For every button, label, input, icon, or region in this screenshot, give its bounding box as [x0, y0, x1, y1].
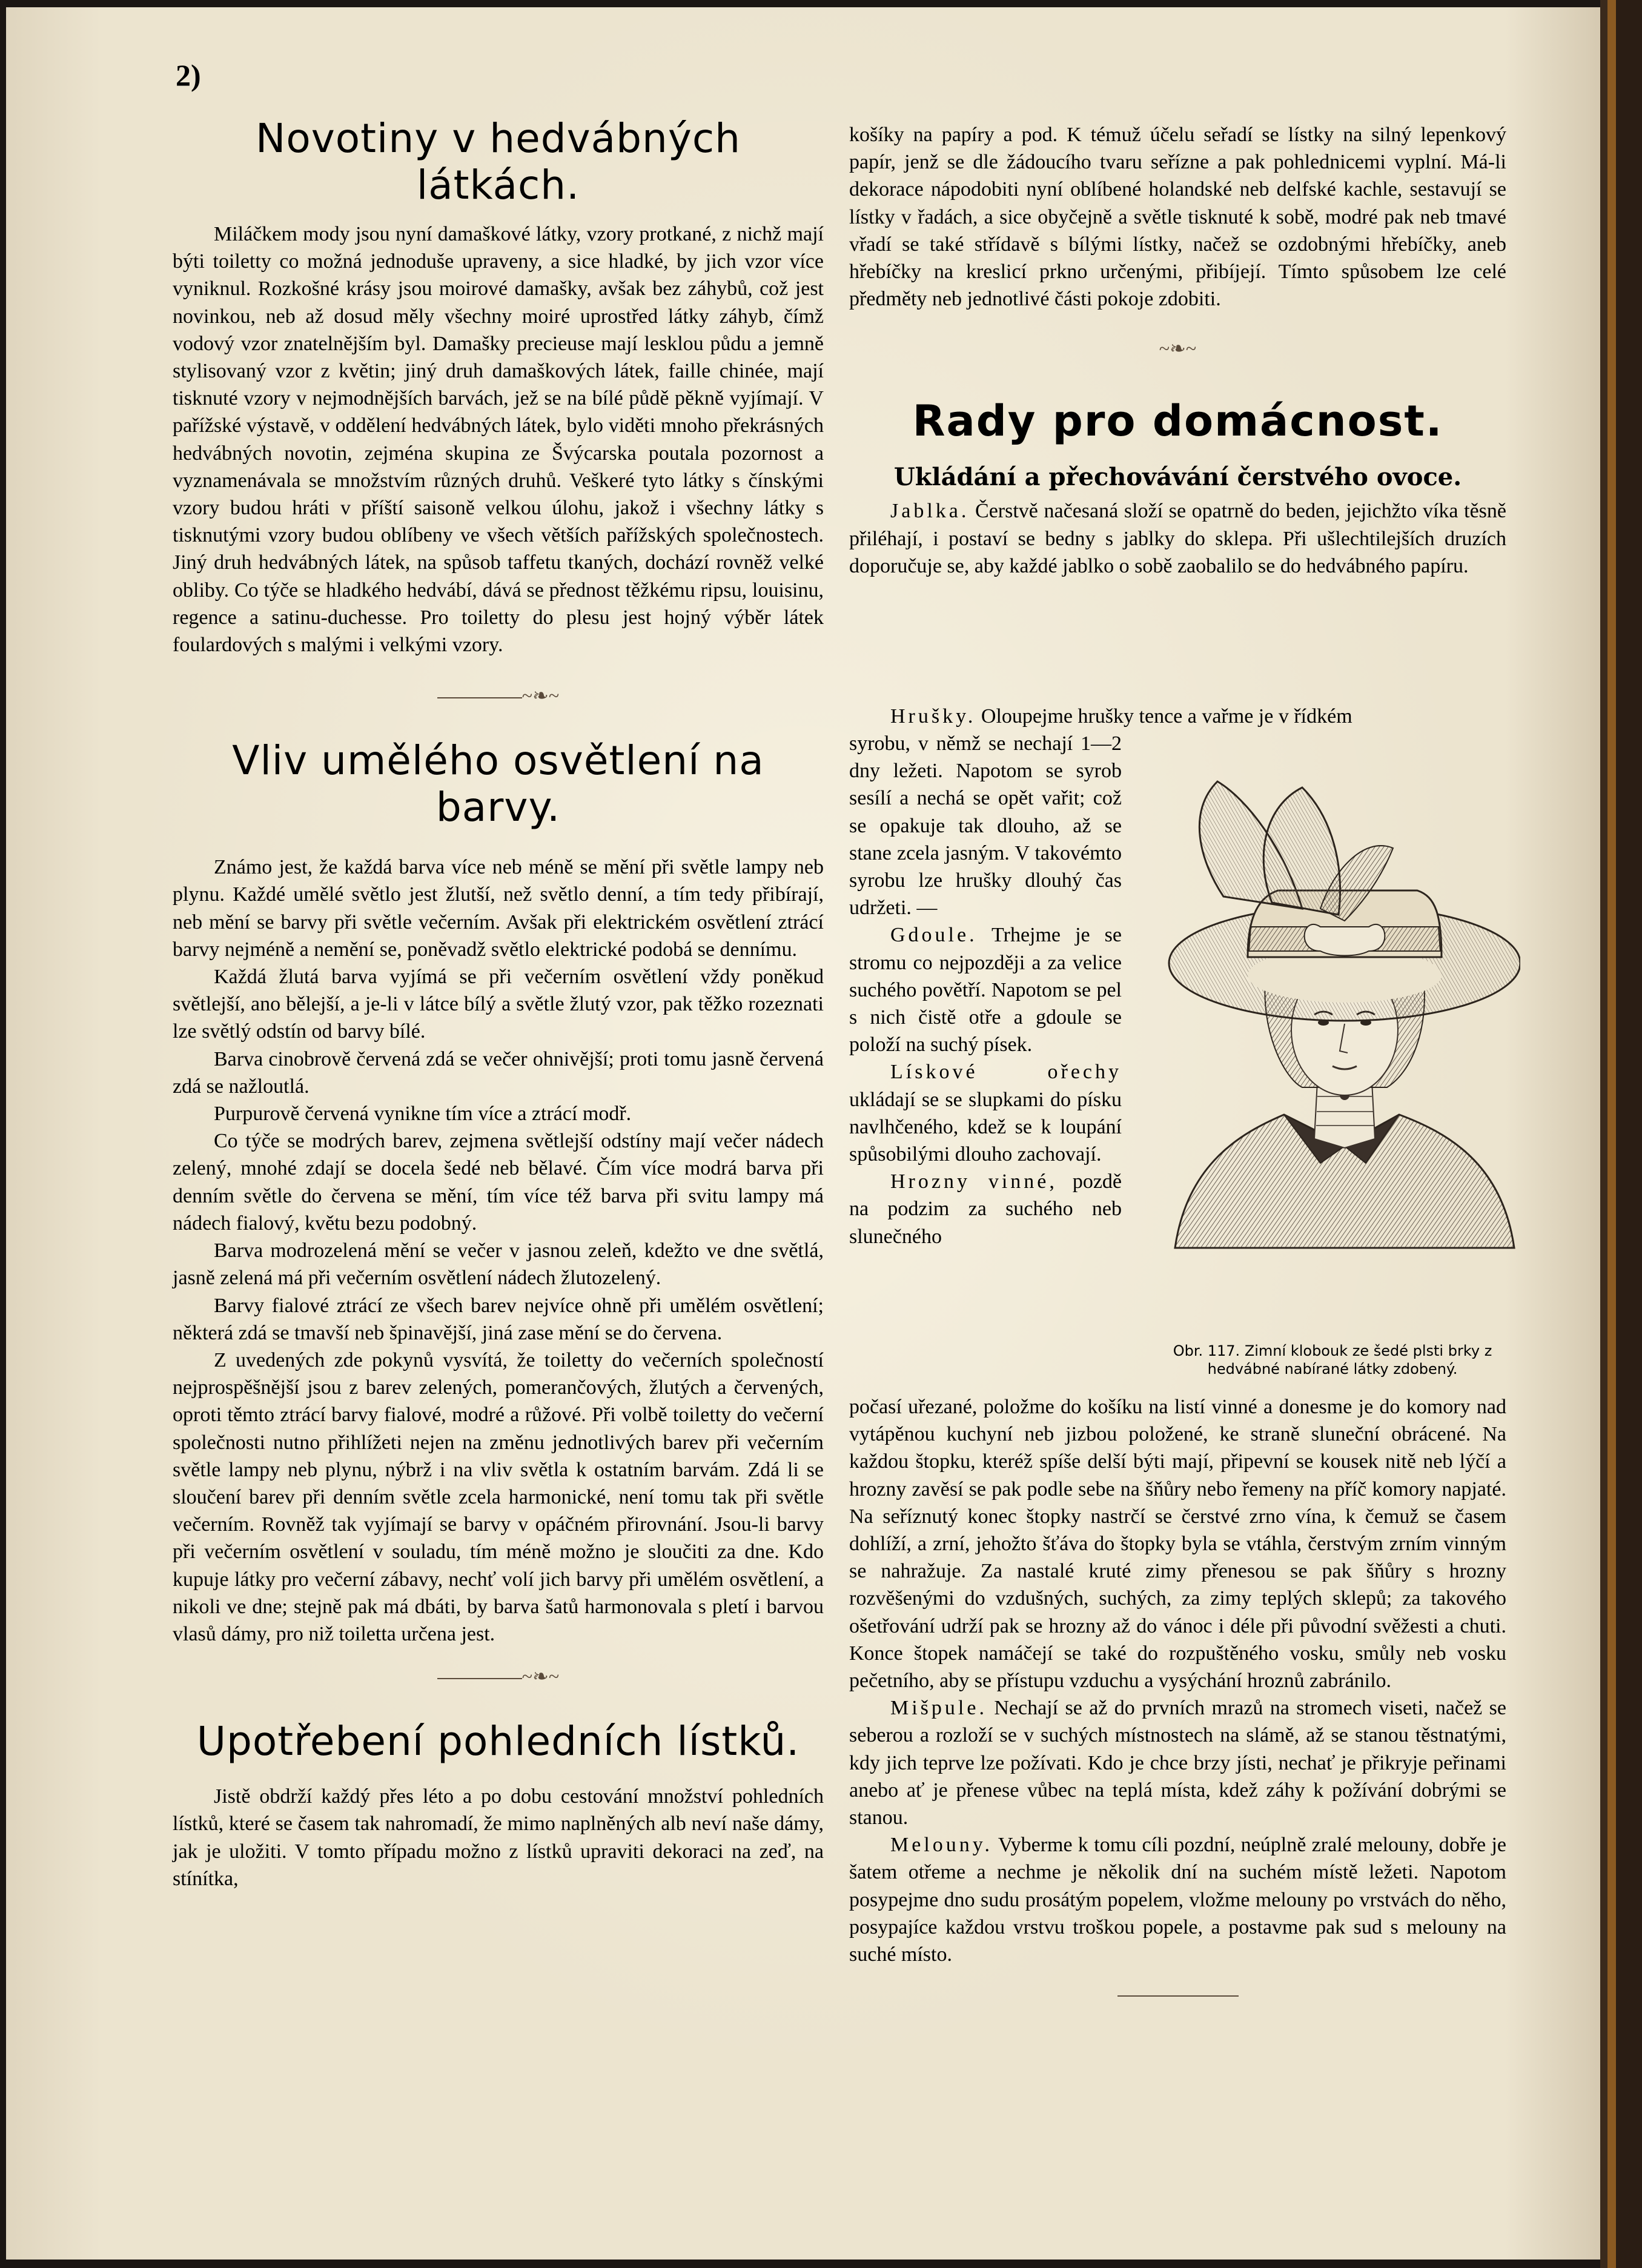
- book-edge-background: [1616, 0, 1642, 2268]
- text-hazelnuts: ukládají se se slupkami do písku navlhčeného, kdež se k loupání spůsobilými dlouho zachovají.: [849, 1088, 1122, 1166]
- book-edge-spine: [1607, 0, 1616, 2268]
- paragraph-quinces: [849, 921, 1122, 1058]
- pears-first-line: [849, 703, 1506, 730]
- paragraph-pears-start: [849, 703, 1506, 730]
- paragraph-grapes-start: [849, 1168, 1122, 1250]
- ornament-line: [437, 1678, 522, 1679]
- fashion-illustration: [1163, 775, 1520, 1254]
- ornament-glyph: ~❧~: [521, 1665, 560, 1688]
- paragraph-light-6: Barva modrozelená mění se večer v jasnou zeleň, kdežto ve dne světlá, jasně zelená má při večerním osvětlení nádech žlutozelený.: [173, 1239, 824, 1290]
- book-edge-dark: [1600, 0, 1607, 2268]
- keyword-medlars: Mišpule.: [890, 1697, 987, 1720]
- paragraph-light-8: Z uvedených zde pokynů vysvítá, že toiletty do večerních společností nejprospěšnější jsou z barev zelených, pomerančových, žlutých a červených, oproti těmto ztrácí barvy fialové, modré a růžové. Při volbě toiletty do večerní společnosti nutno přihlížeti nejen na změnu jednotlivých barev při večerním světle lampy neb plynu, nýbrž i na vliv světla k ostatním barvám. Zdá li se sloučení barev při denním světle zcela harmonické, není tomu tak při světle večerním. Rovněž tak vyjímají se barvy v opáčném přirovnání. Jsou-li barvy při večerním osvětlení v souladu, tím méně možno je sloučiti za dne. Kdo kupuje látky pro večerní zábavy, nechť volí jich barvy při umělém osvětlení, a nikoli ve dne; stejně pak má dbáti, by barva šatů harmonovala s pletí i barvou vlasů dámy, pro niž toiletta určena jest.: [173, 1348, 824, 1645]
- paragraph-medlars: [849, 1694, 1506, 1831]
- paragraph-light-1: Známo jest, že každá barva více neb méně se mění při světle lampy neb plynu. Každé umělé světlo jest žlutší, než světlo denní, a tím tedy přibírají, neb mění se barvy při světle večerním. Avšak při elektrickém osvětlení ztrácí barvy nejméně a nemění se, poněvadž světlo elektrické podobá se dennímu.: [173, 856, 824, 961]
- paragraph-silk: Miláčkem mody jsou nyní damaškové látky, vzory protkané, z nichž mají býti toiletty co možná jednoduše upraveny, a sice hladké, by jich vzor více vyniknul. Rozkošné krásy jsou moirové damašky, avšak bez záhybů, což jest novinkou, neb až dosud měly všechny moiré uprostřed látky záhyb, čímž vodový vzor znatelnějším byl. Damašky precieuse mají lesklou půdu a jemně stylisovaný vzor z květin; jiný druh damaškových látek, faille chinée, mají tisknuté vzory v nejmodnějších barvách, jež se na bílé půdě pěkně vyjímají. V pařížské výstavě, v oddělení hedvábných látek, bylo viděti mnoho překrásných hedvábných novotin, zejména skupina ze Švýcarska poutala pozornost a vyznamenávala se množstvím různých druhů. Veškeré tyto látky s čínskými vzory budou hráti v příští saisoně velkou úlohu, jakož i všechny látky s tisknutými vzory budou oblíbeny ve všech větších pařížských společnostech. Jiný druh hedvábných látek, na spůsob taffetu tkaných, dochází rovněž velké obliby. Co týče se hladkého hedvábí, dává se přednost těžkému ripsu, louisinu, regence a satinu-duchesse. Pro toiletty do plesu jest hojný výběr látek foulardových s malými i velkými vzory.: [173, 223, 824, 657]
- ornament-glyph: ~❧~: [1159, 337, 1197, 360]
- keyword-pears: Hrušky.: [890, 705, 976, 728]
- ornament-divider: [173, 684, 824, 707]
- ornament-divider: [849, 337, 1506, 360]
- keyword-grapes: Hrozny vinné,: [890, 1170, 1058, 1193]
- keyword-melons: Melouny.: [890, 1834, 993, 1857]
- text-pears-line1: Oloupejme hrušky tence a vařme je v řídkém: [981, 705, 1352, 728]
- ornament-glyph: ~❧~: [521, 685, 560, 707]
- paragraph-light-7: Barvy fialové ztrácí ze všech barev nejvíce ohně při umělém osvětlení; některá zdá se tmavší neb špinavější, jiná zase mění se do červena.: [173, 1294, 824, 1344]
- text-grapes-narrow: pozdě na podzim za suchého neb slunečného: [849, 1170, 1122, 1248]
- page-number: 2): [176, 58, 201, 92]
- text-apples: Čerstvě načesaná složí se opatrně do beden, jejichžto víka těsně přiléhají, i postaví se bedny s jablky do sklepa. Při ušlechtilejších druzích doporučuje se, aby každé jablko o sobě zaobalilo se do hedvábného papíru.: [849, 500, 1507, 577]
- right-column: [849, 121, 1506, 580]
- heading-postcards: Upotřebení pohledních lístků.: [196, 1718, 800, 1765]
- text-quinces: Trhejme je se stromu co nejpozději a za velice suchého povětří. Napotom se pel s nich čistě otře a gdoule se položí na suchý písek.: [849, 924, 1122, 1056]
- text-melons: Vyberme k tomu cíli pozdní, neúplně zralé melouny, dobře je šatem otřeme a nechme je několik dní na suchém místě ležeti. Napotom posypejme dno sudu prosátým popelem, vložme melouny po vrstvách do něho, posypajíce každou vrstvu troškou popele, a postavme pak sud s melouny na suché místo.: [849, 1834, 1506, 1966]
- paragraph-hazelnuts: [849, 1058, 1122, 1168]
- ornament-line: [1117, 1995, 1239, 1997]
- figure-caption: Obr. 117. Zimní klobouk ze šedé plsti brky z hedvábné nabírané látky zdobený.: [1173, 1342, 1492, 1378]
- heading-artificial-light: Vliv umělého osvětlení na barvy.: [232, 737, 764, 831]
- paragraph-melons: [849, 1831, 1506, 1968]
- paragraph-light-3: Barva cinobrově červená zdá se večer ohnivější; proti tomu jasně červená zdá se nažloutlá.: [173, 1047, 824, 1098]
- hat-woman-engraving: [1163, 775, 1520, 1254]
- paragraph-light-2: Každá žlutá barva vyjímá se při večerním osvětlení vždy poněkud světlejší, ano bělejší, a je-li v látce bílý a světle žlutý vzor, pak těžko rozeznati lze světlý odstín od barvy bílé.: [173, 966, 824, 1043]
- paragraph-postcards-cont: košíky na papíry a pod. K témuž účelu seřadí se lístky na silný lepenkový papír, jenž se dle žádoucího tvaru seřízne a pak pohlednicemi vyplní. Má-li dekorace nápodobiti nyní oblíbené holandské neb delfské kachle, sestavují se lístky v řadách, a sice obyčejně a světle tisknuté k sobě, modré pak neb tmavé vřadí se také střídavě s bílými lístky, načež se ozdobnými hřebíčky, aneb hřebíčky na kreslicí prkno určenými, přibíjejí. Tímto spůsobem lze celé předměty neb jednotlivé části pokoje zdobiti.: [849, 124, 1506, 311]
- right-column-lower: [849, 1393, 1506, 2005]
- keyword-apples: Jablka.: [890, 500, 970, 523]
- heading-silk-novelties: Novotiny v hedvábných látkách.: [255, 115, 741, 208]
- paragraph-pears-rest: syrobu, v němž se nechají 1—2 dny ležeti. Napotom se syrob sesílí a nechá se opět vařit; což se opakuje tak dlouho, až se stane zcela jasným. V takovémto syrobu lze hrušky dlouhý čas udržeti. —: [849, 732, 1122, 920]
- keyword-hazelnuts: Lískové ořechy: [890, 1061, 1122, 1084]
- paragraph-grapes-cont: počasí uřezané, položme do košíku na listí vinné a donesme je do komory nad vytápěnou kuchyní neb jizbou položené, ke straně sluneční obrácené. Na každou štopku, kteréž spíše delší býti mají, připevní se kousek nitě neb lýčí a hrozny zavěsí se pak podle sebe na šňůry nebo řemeny na příč komory napjaté. Na seříznutý konec štopky nastrčí se čerstvé zrno vína, k čemuž se časem dohlíží, a zrní, jehožto šťáva do štopky byla se vtáhla, čerstvým zrním vinným se nahražuje. Za nastalé kruté zimy přenesou se pak šňůry s hrozny rozvěšenými do vzdušných, suchých, za zimy teplých sklepů; za takového ošetřování udrží pak se hrozny až do vánoc i déle při původní svěžesti a chuti. Konce štopek namáčejí se také do rozpuštěného vosku, smůly neb vosku pečetního, aby se přístupu vzduchu a vysýchání hroznů zabránilo.: [849, 1396, 1506, 1693]
- text-medlars: Nechají se až do prvních mrazů na stromech viseti, načež se seberou a rozloží se v suchých místnostech na slámě, až se stanou těstnatými, kdy jich teprve lze požívati. Kdo je chce brzy jísti, nechať je přikryje peřinami anebo ať je přenese vůbec na teplá místa, kdež záhy k požívání dobrými se stanou.: [849, 1697, 1506, 1829]
- ornament-divider-end: [849, 1983, 1506, 2005]
- paragraph-apples: [849, 497, 1506, 580]
- ornament-line: [437, 697, 522, 698]
- subheading-fruit-storage: Ukládání a přechovávání čerstvého ovoce.: [893, 463, 1462, 492]
- keyword-quinces: Gdoule.: [890, 924, 978, 947]
- heading-household-tips: Rady pro domácnost.: [912, 396, 1443, 446]
- narrow-column-beside-figure: [849, 730, 1122, 1250]
- left-column: [173, 115, 824, 1892]
- paragraph-light-5: Co týče se modrých barev, zejmena světlejší odstíny mají večer nádech zelený, mnohé zdají se docela šedé neb bělavé. Čím více modrá barva při denním světle do červena se mění, tím více též barva při svitu lampy má nádech fialový, květu bezu podobný.: [173, 1130, 824, 1235]
- ornament-divider: [173, 1665, 824, 1688]
- paragraph-light-4: Purpurově červená vynikne tím více a ztrácí modř.: [214, 1102, 632, 1126]
- paragraph-postcards: Jistě obdrží každý přes léto a po dobu cestování množství pohledních lístků, které se časem tak nahromadí, že mimo naplněných alb neví naše dámy, jak je uložiti. V tomto případu možno z lístků upraviti dekoraci na zeď, na stínítka,: [173, 1785, 824, 1890]
